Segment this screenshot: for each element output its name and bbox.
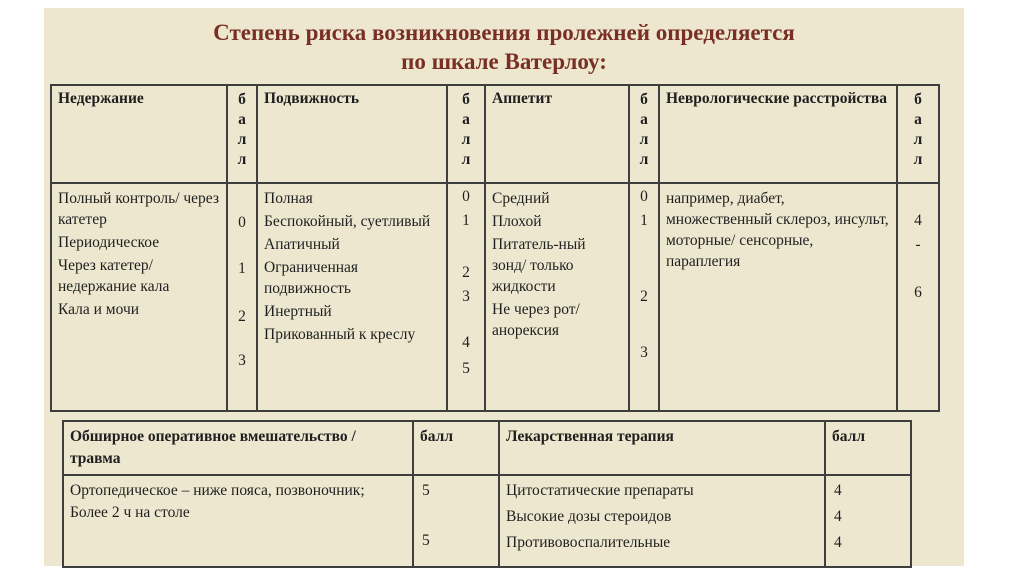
header-ball: б а л л — [447, 85, 485, 183]
list-item: Не через рот/ анорексия — [492, 301, 580, 339]
therapy-items — [499, 475, 825, 567]
neuro-description: например, диабет, множественный склероз, инсульт, моторные/ сенсорные, параплегия — [666, 190, 889, 270]
list-item: Через катетер/ недержание кала — [58, 257, 170, 295]
list-item: Плохой — [492, 213, 542, 230]
list-item: Периодическое — [58, 234, 160, 251]
score-value: 4 — [834, 508, 842, 525]
list-item: Средний — [492, 190, 550, 207]
mobility-items — [257, 183, 447, 411]
list-item: Высокие дозы стероидов — [506, 508, 672, 525]
header-mobility: Подвижность — [257, 85, 447, 183]
list-item: Полный контроль/ через катетер — [58, 190, 220, 228]
score-value: 0 — [238, 214, 246, 231]
score-value: 4 — [834, 482, 842, 499]
title-line-2: по шкале Ватерлоу: — [401, 49, 607, 74]
score-value: 1 — [238, 260, 246, 277]
header-ball: балл — [825, 421, 911, 475]
score-value: 3 — [640, 344, 648, 361]
surgery-items — [63, 475, 413, 567]
header-incontinence: Недержание — [51, 85, 227, 183]
score-value: 3 — [238, 352, 246, 369]
score-value: 5 — [422, 532, 430, 549]
list-item: Прикованный к креслу — [264, 326, 416, 343]
therapy-scores — [825, 475, 911, 567]
list-item: Цитостатические препараты — [506, 482, 694, 499]
score-value: 2 — [640, 288, 648, 305]
neuro-text — [659, 183, 897, 411]
slide — [44, 8, 964, 566]
list-item: Ортопедическое – ниже пояса, позвоночник; — [70, 482, 365, 499]
slide-title — [44, 18, 964, 76]
header-appetite: Аппетит — [485, 85, 629, 183]
list-item: Инертный — [264, 303, 332, 320]
surgery-scores — [413, 475, 499, 567]
score-value: 4 — [914, 212, 922, 229]
score-value: 4 — [834, 534, 842, 551]
incontinence-items — [51, 183, 227, 411]
list-item: Противовоспалительные — [506, 534, 671, 551]
score-value: 5 — [462, 360, 470, 377]
list-item: Питатель-ный зонд/ только жидкости — [492, 236, 586, 295]
header-surgery: Обширное оперативное вмешательство / травма — [63, 421, 413, 475]
mobility-scores — [447, 183, 485, 411]
body-row — [51, 183, 939, 411]
score-value: 2 — [462, 264, 470, 281]
header-ball: б а л л — [897, 85, 939, 183]
header-ball: б а л л — [227, 85, 257, 183]
list-item: Более 2 ч на столе — [70, 504, 190, 521]
score-value: 1 — [640, 212, 648, 229]
score-value: 4 — [462, 334, 470, 351]
list-item: Кала и мочи — [58, 301, 140, 318]
incontinence-scores — [227, 183, 257, 411]
header-ball: б а л л — [629, 85, 659, 183]
appetite-items — [485, 183, 629, 411]
score-value: 0 — [640, 188, 648, 205]
appetite-scores — [629, 183, 659, 411]
score-value: 5 — [422, 482, 430, 499]
score-value: 1 — [462, 212, 470, 229]
header-ball: балл — [413, 421, 499, 475]
title-line-1: Степень риска возникновения пролежней определяется — [213, 20, 795, 45]
score-value: - — [915, 236, 921, 253]
score-value: 6 — [914, 284, 922, 301]
score-value: 3 — [462, 288, 470, 305]
waterlow-scale-table — [50, 84, 940, 412]
neuro-scores — [897, 183, 939, 411]
list-item: Полная — [264, 190, 313, 207]
body-row — [63, 475, 911, 567]
score-value: 0 — [462, 188, 470, 205]
header-therapy: Лекарственная терапия — [499, 421, 825, 475]
score-value: 2 — [238, 308, 246, 325]
surgery-therapy-table — [62, 420, 912, 568]
list-item: Беспокойный, суетливый — [264, 213, 431, 230]
list-item: Ограниченная подвижность — [264, 259, 359, 297]
header-row — [51, 85, 939, 183]
list-item: Апатичный — [264, 236, 340, 253]
header-neuro: Неврологические расстройства — [659, 85, 897, 183]
header-row — [63, 421, 911, 475]
